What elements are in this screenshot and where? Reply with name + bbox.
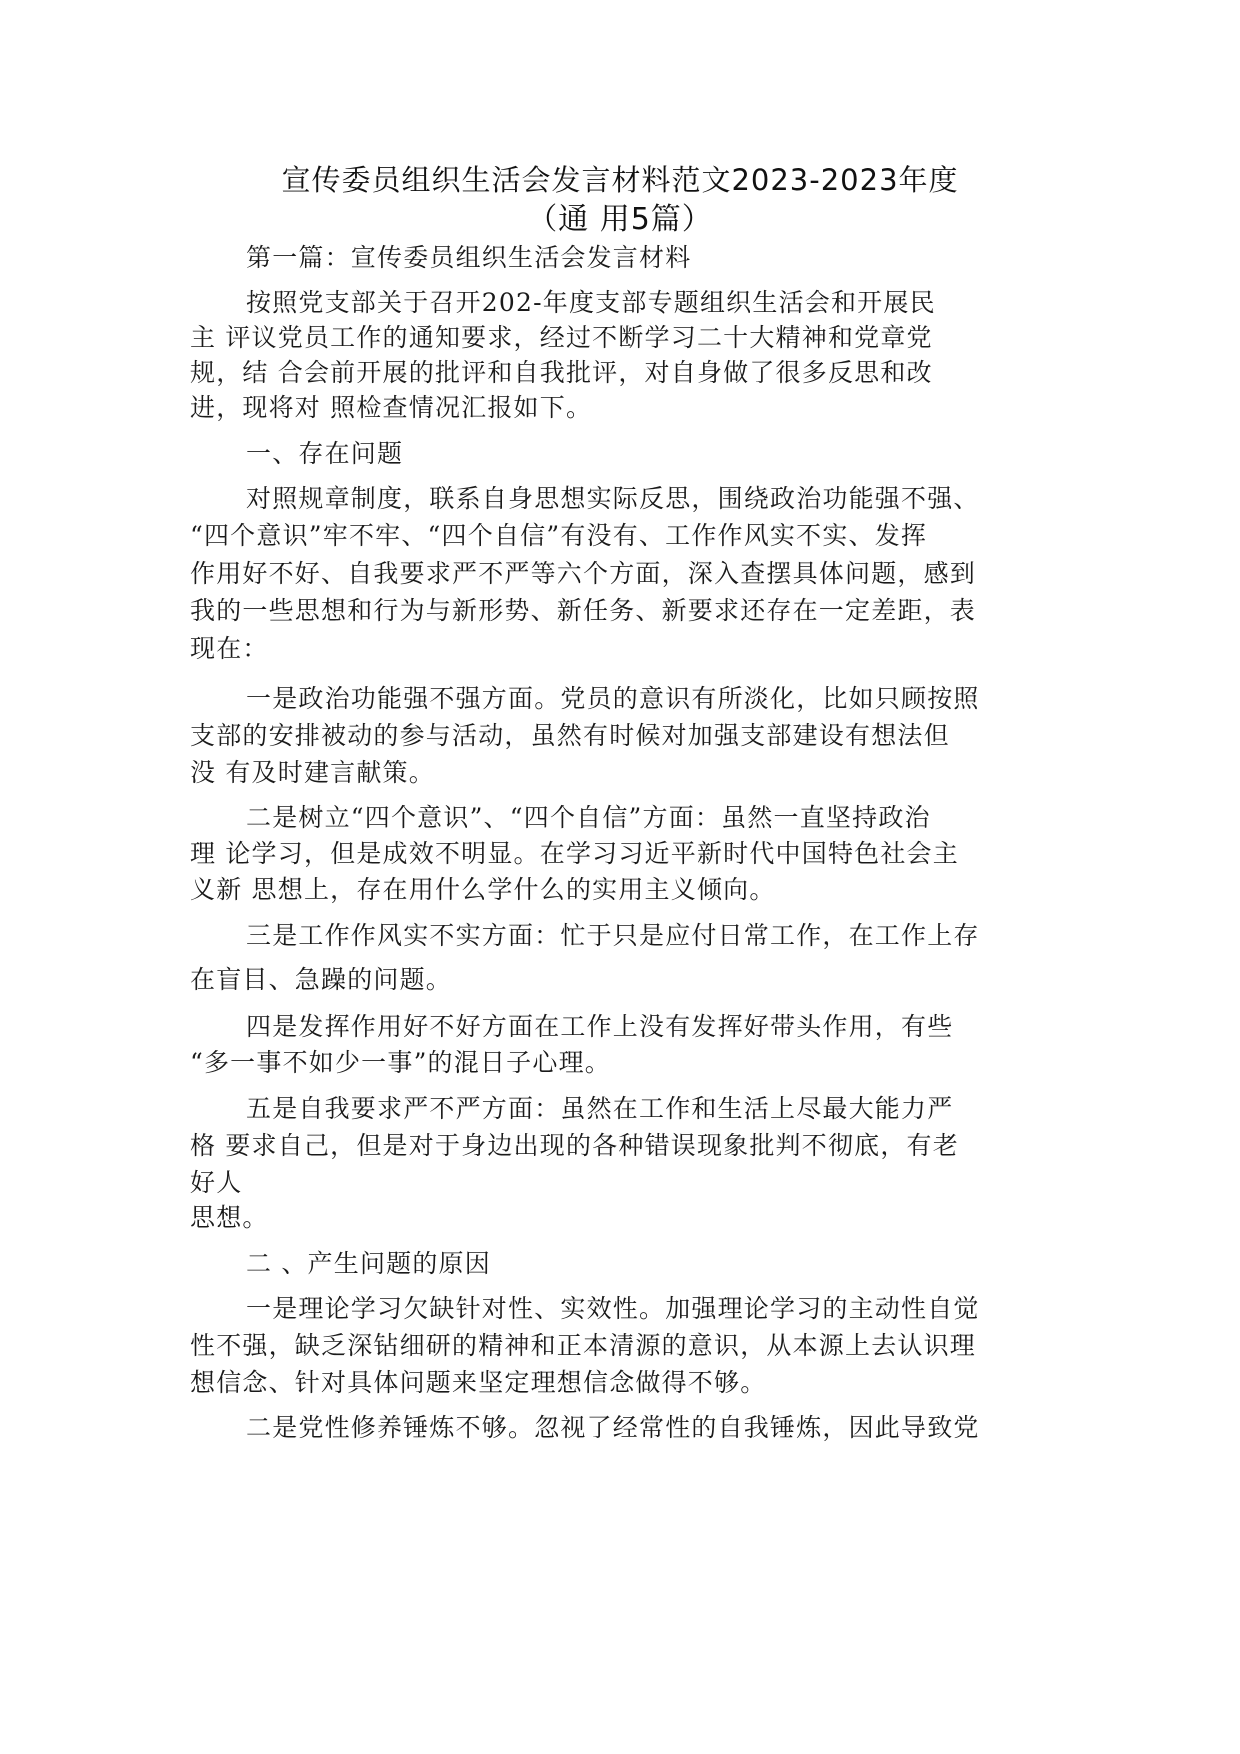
paragraph-line: 规，结 合会前开展的批评和自我批评，对自身做了很多反思和改 [190,358,933,387]
paragraph-line: “四个意识”牢不牢、“四个自信”有没有、工作作风实不实、发挥 [190,521,928,550]
paragraph-line: 二是党性修养锤炼不够。忽视了经常性的自我锤炼，因此导致党 [246,1413,980,1442]
paragraph-line: 现在： [190,634,269,663]
paragraph-line: 五是自我要求严不严方面：虽然在工作和生活上尽最大能力严 [246,1094,954,1123]
paragraph-line: 没 有及时建言献策。 [190,758,435,787]
paragraph-line: 在盲目、急躁的问题。 [190,965,453,994]
paragraph-line: 好人 [190,1168,243,1197]
document-title: 宣传委员组织生活会发言材料范文2023-2023年度 [281,163,959,197]
paragraph-line: 进，现将对 照检查情况汇报如下。 [190,393,593,422]
paragraph-line: 性不强，缺乏深钻细研的精神和正本清源的意识，从本源上去认识理 [190,1331,977,1360]
paragraph-line: 三是工作作风实不实方面：忙于只是应付日常工作，在工作上存 [246,921,980,950]
document-subtitle: （通 用5篇） [527,202,713,237]
paragraph-line: 主 评议党员工作的通知要求，经过不断学习二十大精神和党章党 [190,323,933,352]
paragraph-line: 格 要求自己，但是对于身边出现的各种错误现象批判不彻底，有老 [190,1131,959,1160]
paragraph-line: 一是理论学习欠缺针对性、实效性。加强理论学习的主动性自觉 [246,1294,980,1323]
subheading: 二 、产生问题的原因 [246,1249,491,1278]
paragraph-line: “多一事不如少一事”的混日子心理。 [190,1048,611,1077]
paragraph-line: 二是树立“四个意识”、“四个自信”方面：虽然一直坚持政治 [246,803,931,832]
subheading: 一、存在问题 [246,439,404,468]
paragraph-line: 我的一些思想和行为与新形势、新任务、新要求还存在一定差距，表 [190,596,977,625]
paragraph-line: 按照党支部关于召开202-年度支部专题组织生活会和开展民 [246,288,936,317]
paragraph-line: 想信念、针对具体问题来坚定理想信念做得不够。 [190,1368,767,1397]
paragraph-line: 作用好不好、自我要求严不严等六个方面，深入查摆具体问题，感到 [190,559,977,588]
paragraph-line: 对照规章制度，联系自身思想实际反思，围绕政治功能强不强、 [246,484,980,513]
section-heading: 第一篇：宣传委员组织生活会发言材料 [246,243,692,272]
paragraph-line: 思想。 [190,1203,269,1232]
paragraph-line: 四是发挥作用好不好方面在工作上没有发挥好带头作用，有些 [246,1012,954,1041]
paragraph-line: 一是政治功能强不强方面。党员的意识有所淡化，比如只顾按照 [246,684,980,713]
paragraph-line: 支部的安排被动的参与活动，虽然有时候对加强支部建设有想法但 [190,721,950,750]
paragraph-line: 理 论学习，但是成效不明显。在学习习近平新时代中国特色社会主 [190,839,959,868]
paragraph-line: 义新 思想上，存在用什么学什么的实用主义倾向。 [190,875,776,904]
